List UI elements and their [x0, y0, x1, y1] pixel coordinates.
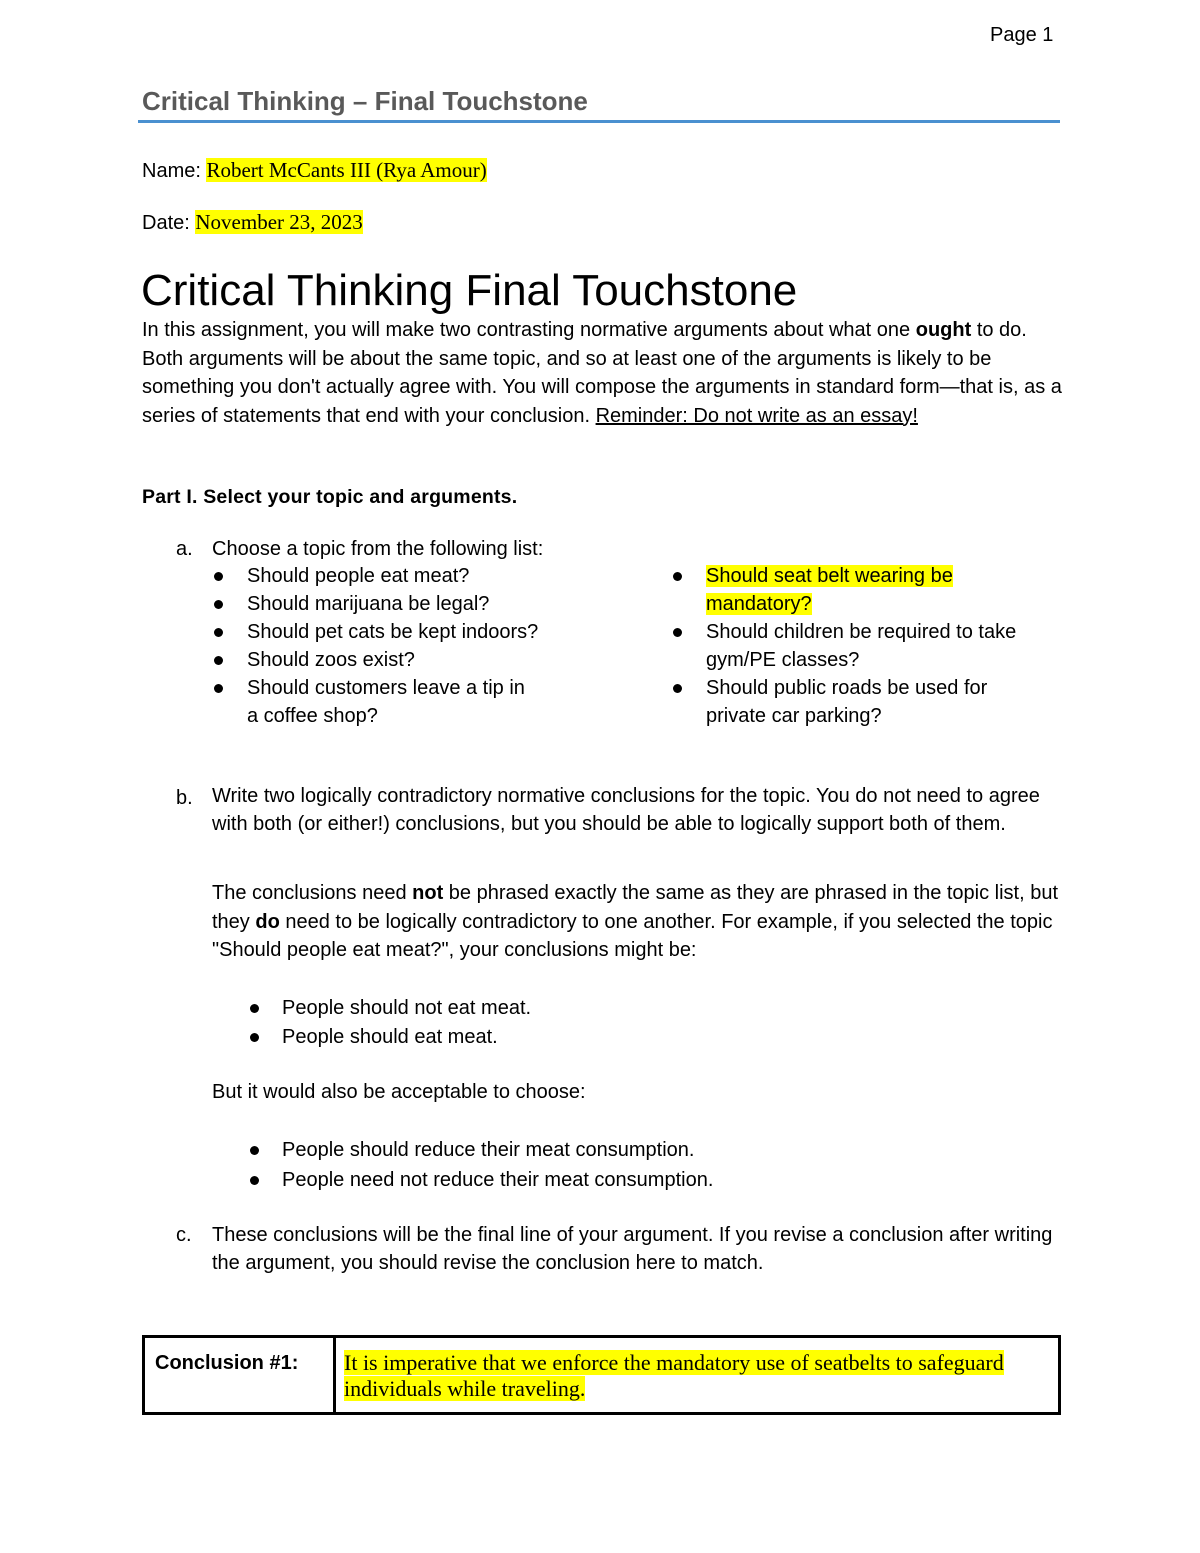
header-divider — [138, 120, 1060, 123]
bullet-dot — [673, 684, 682, 693]
conclusion-table — [142, 1335, 1061, 1415]
conclusion-value-line1: It is imperative that we enforce the mandatory use of seatbelts to safeguard — [344, 1350, 1004, 1375]
name-field — [142, 158, 487, 183]
date-field — [142, 210, 363, 235]
topic-item-selected — [706, 562, 953, 590]
part-heading: Part I. Select your topic and arguments. — [142, 486, 518, 508]
topic-item: Should children be required to take — [706, 621, 1017, 643]
bullet-dot — [214, 600, 223, 609]
intro-bold-ought: ought — [915, 319, 972, 341]
topic-item: Should customers leave a tip in — [247, 677, 525, 699]
selected-topic-line1: Should seat belt wearing be — [706, 565, 953, 587]
bullet-dot — [250, 1176, 259, 1185]
item-b-p2-text-1: The conclusions need — [212, 882, 413, 904]
topic-item: Should public roads be used for — [706, 677, 988, 699]
example-conclusion: People should not eat meat. — [282, 997, 532, 1019]
date-label: Date: — [142, 212, 190, 234]
item-c-letter: c. — [176, 1224, 192, 1246]
item-b-p2-text-2: be phrased exactly the same as they are phrased in the topic list, but they — [212, 882, 1059, 933]
example-conclusion: People should eat meat. — [282, 1026, 498, 1048]
bullet-dot — [250, 1146, 259, 1155]
topic-item-selected-continuation — [706, 590, 812, 618]
conclusion-value-line2: individuals while traveling. — [344, 1376, 586, 1401]
item-b-paragraph-3: But it would also be acceptable to choose: — [212, 1081, 586, 1103]
item-c-text: These conclusions will be the final line of your argument. If you revise a conclusion after writing the argument, you should revise the conclusion here to match. — [212, 1224, 1053, 1274]
item-b-letter: b. — [176, 787, 193, 809]
intro-reminder: Reminder: Do not write as an essay! — [595, 404, 918, 427]
bullet-dot — [214, 684, 223, 693]
conclusion-value-cell[interactable] — [335, 1337, 1060, 1414]
item-b-bold-do: do — [255, 910, 280, 933]
conclusion-label: Conclusion #1: — [144, 1337, 335, 1414]
intro-text-1: In this assignment, you will make two contrasting normative arguments about what one — [142, 319, 916, 341]
topic-item-continuation: private car parking? — [706, 705, 882, 727]
example-conclusion: People need not reduce their meat consumption. — [282, 1169, 714, 1191]
page-number: Page 1 — [990, 24, 1054, 46]
bullet-dot — [673, 572, 682, 581]
bullet-dot — [214, 572, 223, 581]
date-value: November 23, 2023 — [195, 210, 363, 234]
topic-item: Should marijuana be legal? — [247, 593, 490, 615]
name-value: Robert McCants III (Rya Amour) — [206, 158, 487, 182]
topic-item-continuation: a coffee shop? — [247, 705, 378, 727]
item-a-letter: a. — [176, 538, 193, 560]
page-title: Critical Thinking Final Touchstone — [141, 266, 798, 315]
bullet-dot — [250, 1033, 259, 1042]
item-b-paragraph-2 — [212, 879, 1062, 965]
item-b-p2-text-3: need to be logically contradictory to one another. For example, if you selected the topic "Should people eat meat?", your conclusions might be: — [212, 910, 1053, 961]
topic-item: Should zoos exist? — [247, 649, 415, 671]
topic-item: Should pet cats be kept indoors? — [247, 621, 539, 643]
selected-topic-line2: mandatory? — [706, 593, 812, 615]
name-label: Name: — [142, 160, 201, 182]
example-conclusion: People should reduce their meat consumption. — [282, 1139, 695, 1161]
intro-text-2: to do. Both arguments will be about the same topic, and so at least one of the arguments is likely to be something you don't actually agree with. You will compose the arguments in standard form—that is, as a series of statements that end with your conclusion. — [142, 319, 1062, 427]
bullet-dot — [214, 628, 223, 637]
item-b-text: Write two logically contradictory normative conclusions for the topic. You do not need to agree with both (or either!) conclusions, but you should be able to logically support both of them. — [212, 785, 1040, 835]
intro-paragraph — [142, 316, 1062, 430]
bullet-dot — [250, 1004, 259, 1013]
bullet-dot — [214, 656, 223, 665]
topic-item-continuation: gym/PE classes? — [706, 649, 860, 671]
document-header-title: Critical Thinking – Final Touchstone — [142, 86, 588, 116]
item-a-text: Choose a topic from the following list: — [212, 538, 544, 560]
item-b-bold-not: not — [412, 882, 444, 904]
conclusion-row — [144, 1337, 1060, 1414]
bullet-dot — [673, 628, 682, 637]
topic-item: Should people eat meat? — [247, 565, 470, 587]
